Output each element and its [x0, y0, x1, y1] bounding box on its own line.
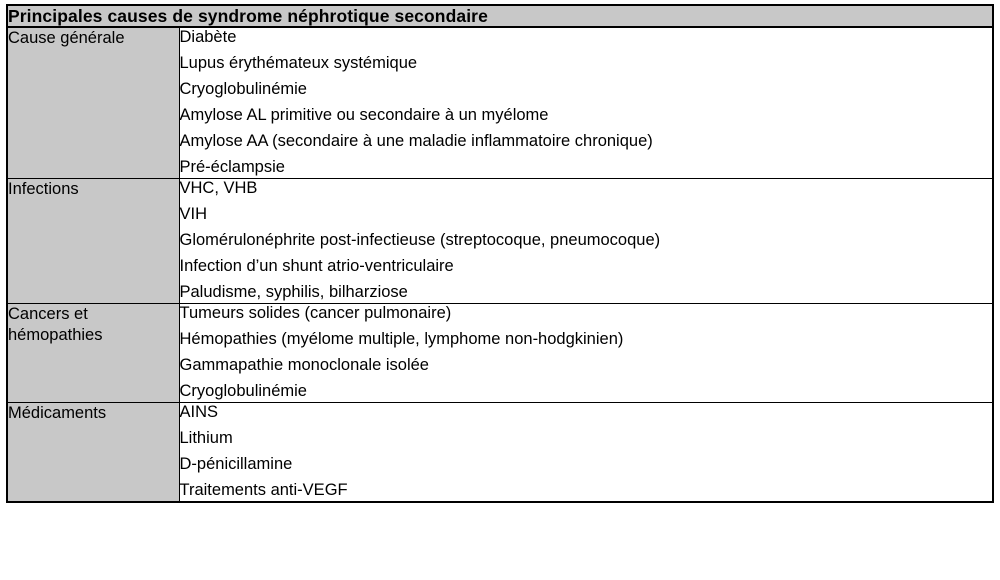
category-cell	[7, 27, 179, 178]
table-row	[7, 303, 993, 402]
category-label: Cause générale	[8, 29, 125, 48]
category-cell	[7, 303, 179, 402]
list-item: Cryoglobulinémie	[179, 80, 307, 99]
items-cell	[179, 303, 993, 402]
list-item: Cryoglobulinémie	[179, 381, 307, 400]
list-item: Diabète	[179, 28, 237, 47]
causes-table	[6, 4, 994, 503]
list-item: Pré-éclampsie	[179, 157, 285, 176]
list-item: VIH	[179, 204, 208, 223]
list-item: Lithium	[179, 428, 233, 447]
list-item: Traitements anti-VEGF	[179, 480, 348, 499]
table-row	[7, 27, 993, 178]
list-item: Lupus érythémateux systémique	[179, 54, 418, 73]
category-label: Médicaments	[8, 403, 107, 422]
table-title: Principales causes de syndrome néphrotique secondaire	[7, 5, 993, 27]
list-item: AINS	[179, 402, 219, 421]
list-item: Gammapathie monoclonale isolée	[179, 355, 429, 374]
items-cell	[179, 178, 993, 303]
table-title-row	[7, 5, 993, 27]
items-cell	[179, 27, 993, 178]
list-item: Tumeurs solides (cancer pulmonaire)	[179, 303, 452, 322]
table-row	[7, 402, 993, 501]
list-item: Infection d’un shunt atrio-ventriculaire	[179, 256, 454, 275]
items-cell	[179, 402, 993, 501]
list-item: D-pénicillamine	[179, 454, 293, 473]
category-label: Infections	[8, 179, 79, 198]
list-item: VHC, VHB	[179, 178, 258, 197]
category-cell	[7, 402, 179, 501]
list-item: Paludisme, syphilis, bilharziose	[179, 282, 408, 301]
list-item: Amylose AL primitive ou secondaire à un myélome	[179, 106, 549, 125]
list-item: Amylose AA (secondaire à une maladie inflammatoire chronique)	[179, 132, 653, 150]
list-item: Glomérulonéphrite post-infectieuse (streptocoque, pneumocoque)	[179, 230, 661, 249]
list-item: Hémopathies (myélome multiple, lymphome non-hodgkinien)	[179, 329, 624, 348]
table-row	[7, 178, 993, 303]
category-cell	[7, 178, 179, 303]
category-label: Cancers et hémopathies	[8, 304, 103, 344]
